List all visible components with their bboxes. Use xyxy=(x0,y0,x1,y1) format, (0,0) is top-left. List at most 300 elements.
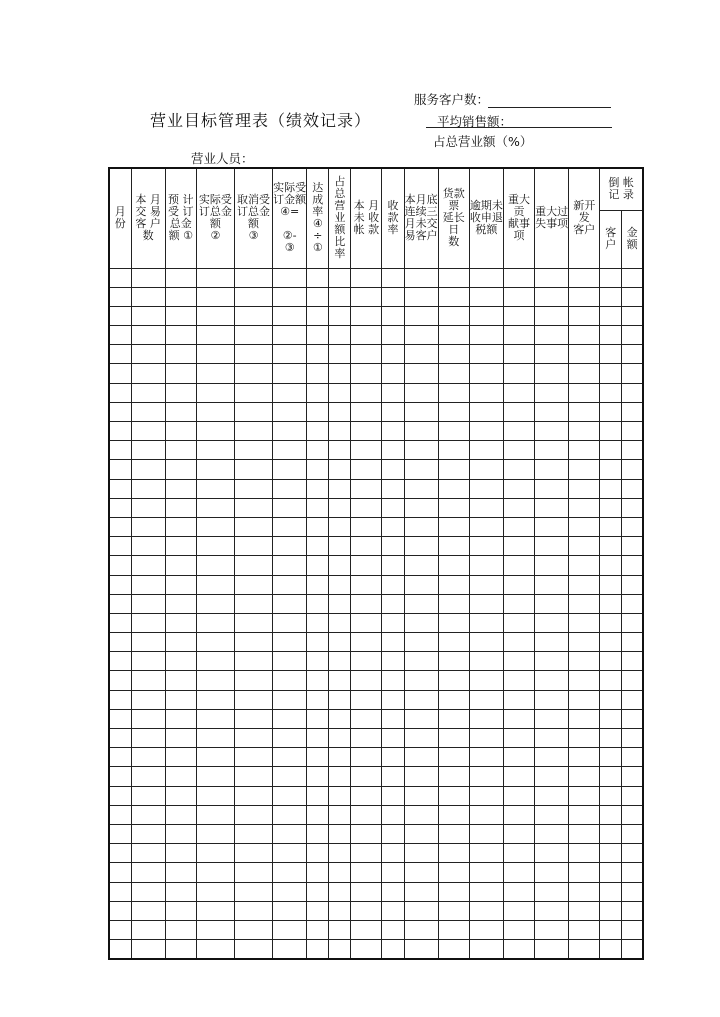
table-cell xyxy=(307,671,329,690)
table-cell xyxy=(382,748,404,767)
table-cell xyxy=(469,652,503,671)
table-cell xyxy=(109,671,131,690)
table-cell xyxy=(535,767,569,786)
table-cell xyxy=(569,940,600,960)
table-cell xyxy=(438,364,469,383)
table-cell xyxy=(329,441,351,460)
table-cell xyxy=(382,671,404,690)
table-row xyxy=(109,844,643,863)
table-cell xyxy=(404,633,438,652)
table-cell xyxy=(469,498,503,517)
table-cell xyxy=(196,920,234,939)
table-cell xyxy=(273,786,307,805)
table-cell xyxy=(234,671,272,690)
table-cell xyxy=(131,287,165,306)
table-cell xyxy=(109,844,131,863)
table-cell xyxy=(382,383,404,402)
table-cell xyxy=(307,326,329,345)
table-cell xyxy=(469,479,503,498)
table-cell xyxy=(307,940,329,960)
col-header: 本 月 交 易 客 户 数 xyxy=(135,193,161,243)
table-cell xyxy=(535,498,569,517)
table-cell xyxy=(165,402,196,421)
table-cell xyxy=(329,671,351,690)
table-cell xyxy=(535,306,569,325)
table-cell xyxy=(469,441,503,460)
table-cell xyxy=(351,748,382,767)
table-cell xyxy=(503,863,534,882)
table-cell xyxy=(234,345,272,364)
table-cell xyxy=(622,460,643,479)
table-cell xyxy=(234,498,272,517)
table-cell xyxy=(196,767,234,786)
table-cell xyxy=(234,901,272,920)
table-cell xyxy=(600,306,622,325)
table-cell xyxy=(535,613,569,632)
table-cell xyxy=(600,709,622,728)
table-cell xyxy=(600,844,622,863)
table-cell xyxy=(382,863,404,882)
table-cell xyxy=(165,767,196,786)
table-row xyxy=(109,824,643,843)
table-cell xyxy=(622,383,643,402)
table-row xyxy=(109,613,643,632)
table-cell xyxy=(438,479,469,498)
table-cell xyxy=(109,326,131,345)
table-cell xyxy=(503,709,534,728)
table-cell xyxy=(109,709,131,728)
table-cell xyxy=(404,422,438,441)
table-cell xyxy=(535,575,569,594)
table-cell xyxy=(622,556,643,575)
table-cell xyxy=(165,633,196,652)
service-customers-label: 服务客户数： xyxy=(414,92,490,107)
table-cell xyxy=(131,786,165,805)
table-cell xyxy=(569,824,600,843)
table-cell xyxy=(234,364,272,383)
table-cell xyxy=(329,709,351,728)
table-cell xyxy=(438,441,469,460)
table-cell xyxy=(307,364,329,383)
header-cell xyxy=(329,168,351,268)
table-cell xyxy=(351,594,382,613)
table-cell xyxy=(165,863,196,882)
table-cell xyxy=(307,690,329,709)
table-cell xyxy=(622,402,643,421)
table-cell xyxy=(307,556,329,575)
table-cell xyxy=(234,805,272,824)
table-cell xyxy=(404,326,438,345)
table-cell xyxy=(329,460,351,479)
table-cell xyxy=(329,940,351,960)
table-cell xyxy=(273,882,307,901)
table-cell xyxy=(569,460,600,479)
table-cell xyxy=(600,268,622,287)
table-cell xyxy=(351,575,382,594)
header-cell xyxy=(535,168,569,268)
header-cell xyxy=(569,168,600,268)
table-cell xyxy=(329,594,351,613)
table-cell xyxy=(165,613,196,632)
table-cell xyxy=(329,633,351,652)
table-cell xyxy=(535,671,569,690)
table-cell xyxy=(329,882,351,901)
table-cell xyxy=(351,287,382,306)
table-cell xyxy=(273,652,307,671)
table-cell xyxy=(382,575,404,594)
table-cell xyxy=(131,479,165,498)
table-cell xyxy=(600,537,622,556)
col-header: 逾期未 收申退 税额 xyxy=(469,199,503,237)
table-cell xyxy=(569,901,600,920)
table-cell xyxy=(307,652,329,671)
table-cell xyxy=(535,748,569,767)
table-cell xyxy=(535,882,569,901)
table-cell xyxy=(307,575,329,594)
table-cell xyxy=(469,326,503,345)
table-cell xyxy=(404,460,438,479)
table-cell xyxy=(196,479,234,498)
table-cell xyxy=(469,709,503,728)
table-cell xyxy=(196,901,234,920)
table-cell xyxy=(351,709,382,728)
table-cell xyxy=(503,575,534,594)
table-cell xyxy=(165,709,196,728)
table-row xyxy=(109,402,643,421)
table-cell xyxy=(131,460,165,479)
table-cell xyxy=(234,748,272,767)
table-cell xyxy=(234,479,272,498)
header-cell xyxy=(438,168,469,268)
table-cell xyxy=(404,920,438,939)
table-cell xyxy=(469,537,503,556)
table-cell xyxy=(273,498,307,517)
table-cell xyxy=(234,268,272,287)
table-cell xyxy=(404,805,438,824)
table-cell xyxy=(404,556,438,575)
table-cell xyxy=(503,729,534,748)
table-cell xyxy=(234,786,272,805)
table-cell xyxy=(109,441,131,460)
table-cell xyxy=(569,920,600,939)
table-cell xyxy=(404,863,438,882)
table-cell xyxy=(131,882,165,901)
table-cell xyxy=(569,441,600,460)
table-cell xyxy=(622,824,643,843)
table-cell xyxy=(165,786,196,805)
table-cell xyxy=(165,556,196,575)
table-cell xyxy=(329,786,351,805)
table-cell xyxy=(307,402,329,421)
table-cell xyxy=(622,652,643,671)
table-cell xyxy=(165,268,196,287)
table-cell xyxy=(404,402,438,421)
table-cell xyxy=(165,920,196,939)
table-cell xyxy=(503,767,534,786)
table-cell xyxy=(131,901,165,920)
table-cell xyxy=(382,287,404,306)
table-cell xyxy=(503,594,534,613)
table-cell xyxy=(622,287,643,306)
table-cell xyxy=(234,729,272,748)
table-cell xyxy=(469,748,503,767)
table-cell xyxy=(569,383,600,402)
table-cell xyxy=(469,844,503,863)
table-cell xyxy=(273,920,307,939)
table-row xyxy=(109,517,643,536)
table-cell xyxy=(503,671,534,690)
table-cell xyxy=(622,537,643,556)
table-cell xyxy=(600,767,622,786)
table-cell xyxy=(569,729,600,748)
table-cell xyxy=(469,690,503,709)
table-cell xyxy=(329,805,351,824)
table-cell xyxy=(404,383,438,402)
table-cell xyxy=(438,498,469,517)
table-cell xyxy=(622,882,643,901)
table-cell xyxy=(165,940,196,960)
table-cell xyxy=(109,882,131,901)
table-cell xyxy=(234,863,272,882)
table-cell xyxy=(382,364,404,383)
col-header: 重大过 失事项 xyxy=(535,205,569,231)
table-cell xyxy=(273,422,307,441)
table-cell xyxy=(307,613,329,632)
table-cell xyxy=(273,364,307,383)
table-cell xyxy=(273,537,307,556)
table-cell xyxy=(273,326,307,345)
table-cell xyxy=(234,690,272,709)
table-cell xyxy=(438,422,469,441)
table-cell xyxy=(273,575,307,594)
table-cell xyxy=(469,556,503,575)
table-cell xyxy=(503,460,534,479)
table-cell xyxy=(234,709,272,728)
table-cell xyxy=(196,287,234,306)
table-cell xyxy=(273,460,307,479)
table-cell xyxy=(196,268,234,287)
share-label: 占总营业额（%） xyxy=(433,134,533,149)
table-cell xyxy=(351,652,382,671)
table-cell xyxy=(404,345,438,364)
table-cell xyxy=(307,306,329,325)
table-cell xyxy=(329,345,351,364)
header-cell xyxy=(503,168,534,268)
table-cell xyxy=(382,901,404,920)
table-row xyxy=(109,287,643,306)
table-cell xyxy=(329,537,351,556)
table-cell xyxy=(165,748,196,767)
table-cell xyxy=(329,767,351,786)
table-cell xyxy=(569,652,600,671)
table-cell xyxy=(351,556,382,575)
table-cell xyxy=(329,613,351,632)
table-cell xyxy=(109,306,131,325)
table-cell xyxy=(273,748,307,767)
table-cell xyxy=(273,767,307,786)
table-cell xyxy=(404,479,438,498)
table-cell xyxy=(469,805,503,824)
table-cell xyxy=(404,287,438,306)
table-cell xyxy=(535,633,569,652)
table-cell xyxy=(622,940,643,960)
table-cell xyxy=(109,460,131,479)
table-cell xyxy=(307,729,329,748)
table-cell xyxy=(569,748,600,767)
table-cell xyxy=(109,268,131,287)
table-cell xyxy=(351,441,382,460)
table-cell xyxy=(165,901,196,920)
table-cell xyxy=(109,690,131,709)
table-cell xyxy=(600,383,622,402)
table-cell xyxy=(469,920,503,939)
table-cell xyxy=(535,844,569,863)
table-cell xyxy=(600,824,622,843)
subcol-header: 金 额 xyxy=(626,226,638,251)
header-cell xyxy=(131,168,165,268)
table-cell xyxy=(503,940,534,960)
table-cell xyxy=(165,824,196,843)
table-cell xyxy=(469,767,503,786)
table-cell xyxy=(569,306,600,325)
table-cell xyxy=(273,863,307,882)
table-cell xyxy=(438,901,469,920)
table-cell xyxy=(329,287,351,306)
salesperson-label: 营业人员： xyxy=(191,151,254,166)
page-title: 营业目标管理表（绩效记录） xyxy=(150,111,372,130)
table-cell xyxy=(307,441,329,460)
table-cell xyxy=(351,940,382,960)
table-cell xyxy=(569,537,600,556)
table-cell xyxy=(438,805,469,824)
table-cell xyxy=(569,786,600,805)
table-cell xyxy=(503,268,534,287)
table-cell xyxy=(438,594,469,613)
table-cell xyxy=(569,326,600,345)
table-cell xyxy=(569,287,600,306)
table-cell xyxy=(382,422,404,441)
table-cell xyxy=(569,709,600,728)
table-cell xyxy=(569,422,600,441)
table-cell xyxy=(273,671,307,690)
table-cell xyxy=(234,383,272,402)
table-cell xyxy=(382,326,404,345)
table-cell xyxy=(535,709,569,728)
table-cell xyxy=(196,441,234,460)
table-cell xyxy=(131,729,165,748)
header-cell xyxy=(165,168,196,268)
table-cell xyxy=(404,268,438,287)
table-cell xyxy=(469,268,503,287)
table-cell xyxy=(438,383,469,402)
table-cell xyxy=(503,306,534,325)
table-cell xyxy=(131,556,165,575)
table-cell xyxy=(109,498,131,517)
table-cell xyxy=(569,345,600,364)
table-cell xyxy=(438,786,469,805)
table-cell xyxy=(165,364,196,383)
table-cell xyxy=(600,613,622,632)
table-cell xyxy=(196,498,234,517)
table-cell xyxy=(196,805,234,824)
table-cell xyxy=(351,863,382,882)
table-cell xyxy=(329,729,351,748)
col-header: 实际受 订金额 ④= ②- ③ xyxy=(273,181,307,255)
header-cell xyxy=(404,168,438,268)
table-cell xyxy=(109,383,131,402)
table-cell xyxy=(131,767,165,786)
table-cell xyxy=(503,844,534,863)
table-cell xyxy=(351,537,382,556)
table-cell xyxy=(234,940,272,960)
header-cell xyxy=(307,168,329,268)
table-cell xyxy=(307,517,329,536)
table-cell xyxy=(273,824,307,843)
table-cell xyxy=(165,690,196,709)
table-row xyxy=(109,767,643,786)
table-cell xyxy=(351,805,382,824)
table-cell xyxy=(503,652,534,671)
table-cell xyxy=(438,920,469,939)
table-cell xyxy=(622,326,643,345)
table-cell xyxy=(165,326,196,345)
table-cell xyxy=(404,613,438,632)
table-row xyxy=(109,594,643,613)
table-cell xyxy=(404,517,438,536)
table-cell xyxy=(404,901,438,920)
table-row xyxy=(109,748,643,767)
table-cell xyxy=(109,575,131,594)
table-cell xyxy=(351,613,382,632)
table-cell xyxy=(109,537,131,556)
table-cell xyxy=(329,479,351,498)
table-cell xyxy=(196,940,234,960)
table-cell xyxy=(469,383,503,402)
table-cell xyxy=(569,479,600,498)
table-cell xyxy=(469,287,503,306)
table-cell xyxy=(382,633,404,652)
table-cell xyxy=(503,556,534,575)
table-cell xyxy=(273,709,307,728)
table-cell xyxy=(329,690,351,709)
table-cell xyxy=(382,517,404,536)
table-cell xyxy=(131,690,165,709)
table-row xyxy=(109,537,643,556)
table-cell xyxy=(438,537,469,556)
table-cell xyxy=(273,901,307,920)
table-cell xyxy=(234,556,272,575)
table-cell xyxy=(438,671,469,690)
table-cell xyxy=(351,268,382,287)
table-cell xyxy=(307,748,329,767)
table-cell xyxy=(469,594,503,613)
table-cell xyxy=(109,729,131,748)
table-cell xyxy=(234,402,272,421)
table-cell xyxy=(622,306,643,325)
table-cell xyxy=(196,729,234,748)
table-cell xyxy=(109,920,131,939)
table-cell xyxy=(438,824,469,843)
table-cell xyxy=(165,882,196,901)
table-cell xyxy=(109,748,131,767)
table-cell xyxy=(535,863,569,882)
table-cell xyxy=(109,767,131,786)
table-cell xyxy=(535,652,569,671)
table-cell xyxy=(404,729,438,748)
table-cell xyxy=(329,364,351,383)
table-cell xyxy=(234,767,272,786)
table-cell xyxy=(131,402,165,421)
